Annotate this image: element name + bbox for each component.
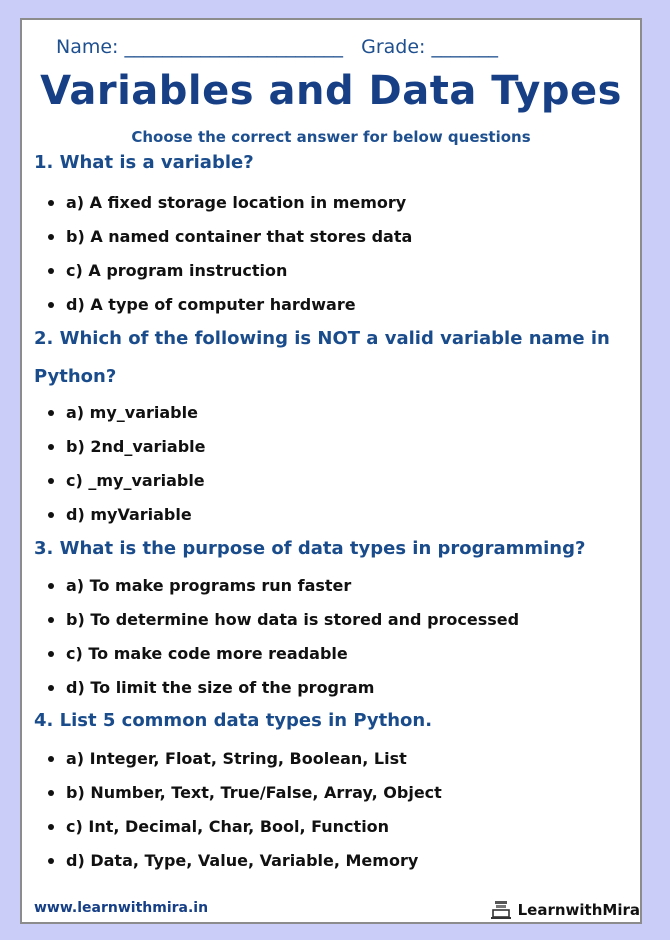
option-1d: d) A type of computer hardware — [48, 294, 412, 328]
question-3-options — [48, 575, 519, 711]
question-1: 1. What is a variable? — [34, 152, 254, 173]
laptop-books-icon — [490, 900, 512, 920]
question-2-options — [48, 402, 206, 538]
option-4d: d) Data, Type, Value, Variable, Memory — [48, 850, 442, 884]
option-2c: c) _my_variable — [48, 470, 206, 504]
worksheet — [20, 18, 642, 924]
option-1c: c) A program instruction — [48, 260, 412, 294]
option-3d: d) To limit the size of the program — [48, 677, 519, 711]
brand-logo — [490, 900, 640, 920]
option-2b: b) 2nd_variable — [48, 436, 206, 470]
option-4c: c) Int, Decimal, Char, Bool, Function — [48, 816, 442, 850]
question-3: 3. What is the purpose of data types in programming? — [34, 538, 586, 559]
question-4-options — [48, 748, 442, 884]
option-2a: a) my_variable — [48, 402, 206, 436]
option-3b: b) To determine how data is stored and processed — [48, 609, 519, 643]
question-4: 4. List 5 common data types in Python. — [34, 710, 433, 731]
question-2: 2. Which of the following is NOT a valid variable name in Python? — [34, 328, 610, 387]
page-title: Variables and Data Types — [40, 68, 622, 114]
option-4a: a) Integer, Float, String, Boolean, List — [48, 748, 442, 782]
option-1a: a) A fixed storage location in memory — [48, 192, 412, 226]
option-3a: a) To make programs run faster — [48, 575, 519, 609]
option-2d: d) myVariable — [48, 504, 206, 538]
brand-name: LearnwithMira — [517, 901, 640, 919]
option-3c: c) To make code more readable — [48, 643, 519, 677]
option-1b: b) A named container that stores data — [48, 226, 412, 260]
question-1-options — [48, 192, 412, 328]
option-4b: b) Number, Text, True/False, Array, Object — [48, 782, 442, 816]
footer-url: www.learnwithmira.in — [34, 900, 209, 916]
name-grade-line: Name: _______________________ Grade: _______ — [56, 36, 498, 58]
instructions: Choose the correct answer for below questions — [131, 128, 531, 146]
